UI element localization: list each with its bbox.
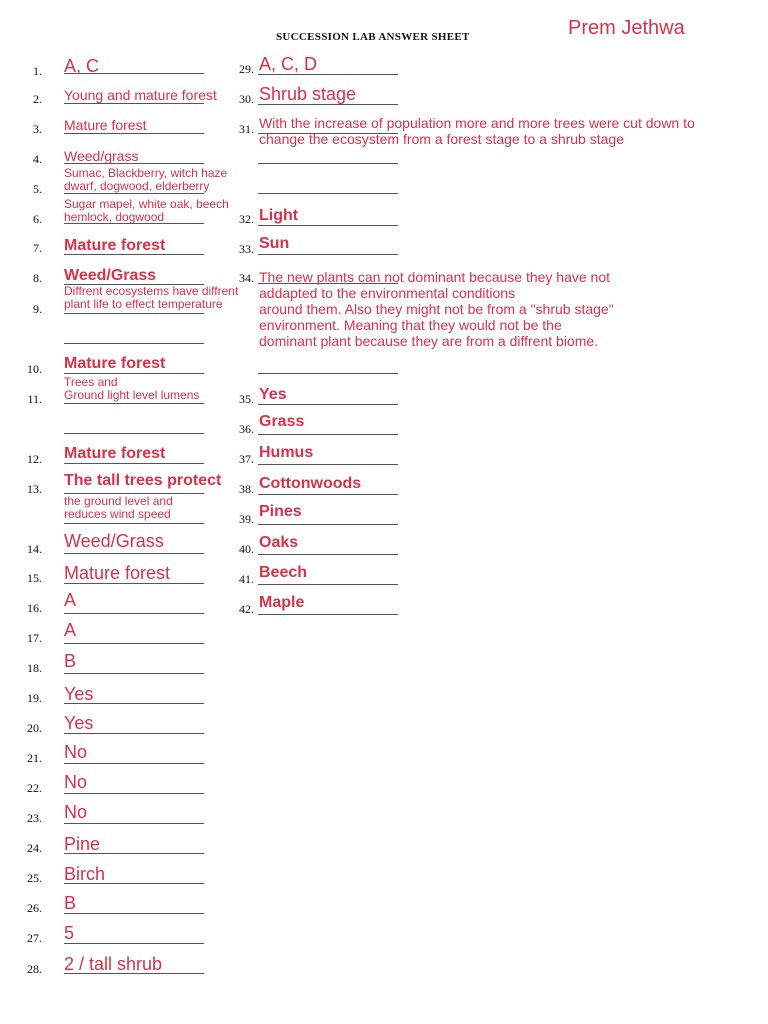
answer-34[interactable]: The new plants can not dominant because they have not addapted to the environmental conditions around them. Also they might not be from a "shrub stage" environment. Meaning that they would not be the dominant plant because they are from a diffrent biome. — [259, 269, 614, 349]
question-number-25: 25. — [27, 871, 42, 885]
answer-line — [258, 404, 398, 405]
answer-28[interactable]: 2 / tall shrub — [64, 954, 163, 974]
question-number-26: 26. — [27, 901, 42, 915]
question-number-22: 22. — [27, 781, 42, 795]
question-number-29: 29. — [239, 62, 254, 76]
answer-36[interactable]: Grass — [259, 413, 305, 430]
answer-27[interactable]: 5 — [64, 923, 75, 943]
question-number-1: 1. — [33, 64, 42, 78]
answer-7[interactable]: Mature forest — [64, 237, 166, 254]
question-number-36: 36. — [239, 422, 254, 436]
question-number-33: 33. — [239, 242, 254, 256]
answer-29[interactable]: A, C, D — [259, 54, 318, 74]
answer-9[interactable]: Diffrent ecosystems have diffrent plant life to effect temperature — [64, 284, 239, 311]
question-number-35: 35. — [239, 392, 254, 406]
answer-line — [258, 524, 398, 525]
question-number-27: 27. — [27, 931, 42, 945]
question-number-42: 42. — [239, 602, 254, 616]
answer-33[interactable]: Sun — [259, 235, 290, 252]
answer-line — [258, 74, 398, 75]
sheet-title: SUCCESSION LAB ANSWER SHEET — [276, 31, 470, 43]
answer-21[interactable]: No — [64, 742, 88, 762]
answer-line — [258, 494, 398, 495]
question-number-20: 20. — [27, 721, 42, 735]
question-number-7: 7. — [33, 241, 42, 255]
question-number-17: 17. — [27, 631, 42, 645]
answer-line — [64, 103, 204, 104]
answer-line — [64, 553, 204, 554]
answer-line — [258, 584, 398, 585]
answer-10[interactable]: Mature forest — [64, 355, 166, 372]
answer-6[interactable]: Sugar mapel, white oak, beech hemlock, dogwood — [64, 197, 229, 224]
question-number-24: 24. — [27, 841, 42, 855]
answer-1[interactable]: A, C — [64, 56, 100, 76]
answer-3[interactable]: Mature forest — [64, 117, 147, 133]
question-number-28: 28. — [27, 962, 42, 976]
answer-line — [64, 613, 204, 614]
answer-line — [258, 434, 398, 435]
question-number-11: 11. — [27, 392, 42, 406]
question-number-21: 21. — [27, 751, 42, 765]
answer-24[interactable]: Pine — [64, 834, 101, 854]
answer-20[interactable]: Yes — [64, 713, 94, 733]
answer-14[interactable]: Weed/Grass — [64, 531, 164, 551]
answer-12[interactable]: Mature forest — [64, 445, 166, 462]
answer-26[interactable]: B — [64, 893, 77, 913]
answer-40[interactable]: Oaks — [259, 534, 299, 551]
question-number-4: 4. — [33, 152, 42, 166]
answer-line — [258, 554, 398, 555]
answer-line — [64, 673, 204, 674]
question-number-18: 18. — [27, 661, 42, 675]
question-number-15: 15. — [27, 571, 42, 585]
answer-37[interactable]: Humus — [259, 444, 314, 461]
student-name: Prem Jethwa — [568, 17, 685, 39]
answer-line — [64, 433, 204, 434]
answer-8[interactable]: Weed/Grass — [64, 267, 157, 284]
question-number-38: 38. — [239, 482, 254, 496]
answer-line — [64, 133, 204, 134]
answer-16[interactable]: A — [64, 590, 77, 610]
answer-2[interactable]: Young and mature forest — [64, 87, 217, 103]
answer-line — [64, 373, 204, 374]
answer-30[interactable]: Shrub stage — [259, 84, 357, 104]
answer-line — [258, 373, 398, 374]
question-number-8: 8. — [33, 271, 42, 285]
answer-31[interactable]: With the increase of population more and more trees were cut down to change the ecosystem from a forest stage to a shrub stage — [259, 115, 695, 147]
question-number-14: 14. — [27, 542, 42, 556]
answer-line — [258, 193, 398, 194]
answer-line — [258, 614, 398, 615]
question-number-5: 5. — [33, 182, 42, 196]
answer-19[interactable]: Yes — [64, 684, 94, 704]
answer-line — [258, 104, 398, 105]
question-number-19: 19. — [27, 691, 42, 705]
answer-32[interactable]: Light — [259, 207, 299, 224]
question-number-31: 31. — [239, 122, 254, 136]
answer-5[interactable]: Sumac, Blackberry, witch haze dwarf, dogwood, elderberry — [64, 166, 228, 193]
answer-line — [64, 463, 204, 464]
question-number-34: 34. — [239, 271, 254, 285]
question-number-41: 41. — [239, 572, 254, 586]
answer-17[interactable]: A — [64, 620, 77, 640]
answer-line — [258, 163, 398, 164]
answer-39[interactable]: Pines — [259, 503, 302, 520]
answer-line — [64, 943, 204, 944]
answer-line — [64, 343, 204, 344]
question-number-6: 6. — [33, 212, 42, 226]
answer-line — [64, 913, 204, 914]
answer-23[interactable]: No — [64, 802, 88, 822]
answer-35[interactable]: Yes — [259, 386, 287, 403]
question-number-40: 40. — [239, 542, 254, 556]
answer-4[interactable]: Weed/grass — [64, 148, 139, 164]
answer-line — [64, 193, 204, 194]
question-number-2: 2. — [33, 92, 42, 106]
answer-11[interactable]: Trees and Ground light level lumens — [64, 375, 200, 402]
answer-line — [64, 583, 204, 584]
answer-line — [64, 643, 204, 644]
answer-13b[interactable]: the ground level and reduces wind speed — [64, 494, 173, 521]
question-number-16: 16. — [27, 601, 42, 615]
question-number-23: 23. — [27, 811, 42, 825]
answer-41[interactable]: Beech — [259, 564, 308, 581]
answer-18[interactable]: B — [64, 651, 77, 671]
question-number-30: 30. — [239, 92, 254, 106]
answer-line — [64, 823, 204, 824]
answer-line — [64, 733, 204, 734]
answer-line — [258, 464, 398, 465]
answer-15[interactable]: Mature forest — [64, 563, 171, 583]
answer-25[interactable]: Birch — [64, 864, 106, 884]
answer-line — [64, 403, 204, 404]
answer-22[interactable]: No — [64, 772, 88, 792]
answer-line — [64, 763, 204, 764]
answer-line — [64, 313, 204, 314]
answer-line — [258, 254, 398, 255]
answer-line — [258, 225, 398, 226]
answer-13[interactable]: The tall trees protect — [64, 472, 222, 489]
question-number-9: 9. — [33, 302, 42, 316]
answer-42[interactable]: Maple — [259, 594, 305, 611]
answer-38[interactable]: Cottonwoods — [259, 475, 362, 492]
question-number-10: 10. — [27, 362, 42, 376]
question-number-32: 32. — [239, 212, 254, 226]
question-number-3: 3. — [33, 122, 42, 136]
answer-line — [64, 523, 204, 524]
question-number-39: 39. — [239, 512, 254, 526]
question-number-12: 12. — [27, 452, 42, 466]
question-number-37: 37. — [239, 452, 254, 466]
answer-line — [64, 793, 204, 794]
question-number-13: 13. — [27, 482, 42, 496]
